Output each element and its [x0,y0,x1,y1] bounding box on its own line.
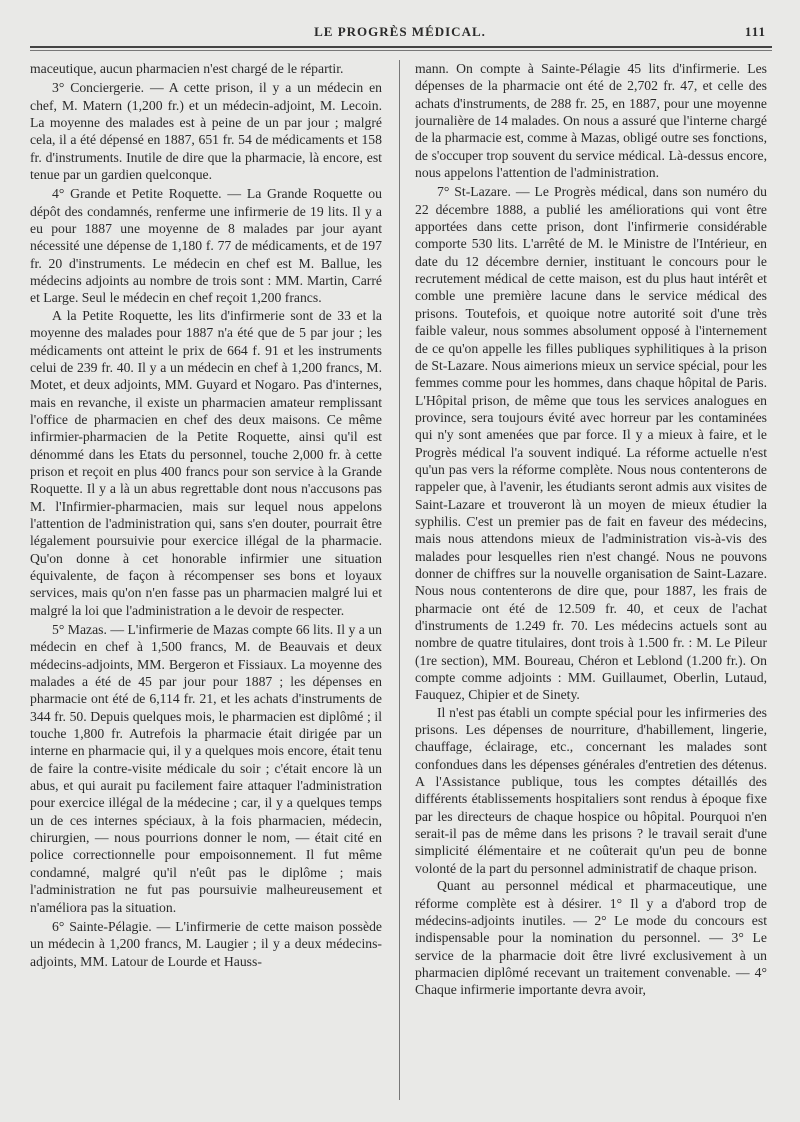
paragraph-conciergerie: 3° Conciergerie. — A cette prison, il y a un médecin en chef, M. Matern (1,200 fr.) et un médecin-adjoint, M. Lecoin. La moyenne des malades est à peine de un par jour ; malgré cela, il a été dépensé en 1887, 651 fr. 54 de médicaments et 158 fr. d'instruments. Inutile de dire que la pharmacie, là encore, est tenue par un gardien quelconque. [30,80,382,183]
right-column [415,60,767,1100]
paragraph-petite-roquette: A la Petite Roquette, les lits d'infirmerie sont de 33 et la moyenne des malades pour 1887 n'a été que de 5 par jour ; les médicaments ont atteint le prix de 664 f. 91 et les instruments celui de 239 fr. 40. Il y a un médecin en chef à 1,200 francs, M. Motet, et deux adjoints, MM. Guyard et Nogaro. Pas d'internes, mais en revanche, il existe un pharmacien amateur remplissant l'office de pharmacien en chef des deux maisons. Ce même infirmier-pharmacien de la Petite Roquette, ainsi qu'il est dénommé dans les Etats du personnel, touche 2,000 fr. à cette prison et reçoit en plus 400 francs pour son service à la Grande Roquette. Il y a là un abus regrettable dont nous n'accusons pas M. l'Infirmier-pharmacien, mais sur lequel nous appelons l'attention de l'administration qui, sans s'en douter, pourrait être légalement poursuivie pour exercice illégal de la pharmacie. Qu'on donne à cet honorable infirmier une situation équivalente, de façon à récompenser ses bons et loyaux services, mais qu'on n'en fasse pas un pharmacien malgré lui et malgré la loi que l'administration a le devoir de respecter. [30,307,382,618]
journal-title: LE PROGRÈS MÉDICAL. [314,24,486,39]
paragraph-continuation: maceutique, aucun pharmacien n'est chargé de le répartir. [30,61,344,76]
paragraph-st-lazare: 7° St-Lazare. — Le Progrès médical, dans son numéro du 22 décembre 1888, a publié les améliorations qui vont être apportées dans cette prison, dont l'infirmerie considérable comporte 530 lits. L'arrêté de M. le Ministre de l'Intérieur, en date du 12 décembre dernier, instituant le concours pour le recrutement médical de cette maison, est du plus haut intérêt et comble une première lacune dans le service médical des prisons. Toutefois, et quoique notre autorité soit d'une très faible valeur, nous sommes absolument opposé à l'internement de ce qu'on appelle les filles publiques syphilitiques à la prison de St-Lazare. Nous aimerions mieux un service spécial, pour les femmes comme pour les hommes, dans chaque hôpital de Paris. L'Hôpital prison, de même que tous les services analogues en province, sera toujours évité avec horreur par les contaminées qui n'y sont amenées que par force. Il y a mieux à faire, et le Progrès médical l'a souvent indiqué. La réforme actuelle n'est qu'un pas vers la réforme complète. Nous nous contenterons de rappeler que, à l'avenir, les étudiants seront admis aux visites de Saint-Lazare et trouveront là un moyen de mieux étudier la syphilis. C'est un premier pas de fait en faveur des médecins, mais nous attendons mieux de l'administration vis-à-vis des malades pour lesquelles rien n'est changé. Nous ne pouvons donner de chiffres sur la nouvelle organisation de Saint-Lazare. Nous nous contenterons de dire que, pour 1887, les frais de pharmacie ont été de 12.509 fr. 40, et ceux de l'achat d'instruments de 1.249 fr. 70. Les médecins actuels sont au nombre de quatre titulaires, dont trois à 1.500 fr. : M. Le Pileur (1re section), MM. Boureau, Chéron et Leblond (1.200 fr.). On compte comme adjoints : MM. Guillaumet, Oberlin, Lutaud, Fauquez, Chipier et de Sinety. [415,184,767,703]
page-number: 111 [744,24,766,39]
paragraph-sainte-pelagie-cont: mann. On compte à Sainte-Pélagie 45 lits d'infirmerie. Les dépenses de la pharmacie ont été de 2,702 fr. 47, et celle des achats d'instruments, de 288 fr. 25, en 1887, pour une moyenne journalière de 14 malades. On nous a assuré que l'interne chargé de la pharmacie est, comme à Mazas, obligé outre ses fonctions, de s'occuper trop souvent du service médical. Là-dessus encore, nous appelons l'attention de l'administration. [415,61,767,181]
paragraph-mazas: 5° Mazas. — L'infirmerie de Mazas compte 66 lits. Il y a un médecin en chef à 1,500 francs, M. de Beauvais et deux médecins-adjoints, MM. Bergeron et Fissiaux. La moyenne des malades a été de 45 par jour pour 1887 ; les dépenses en pharmacie ont été de 6,114 fr. 21, et les achats d'instruments de 344 fr. 50. Depuis quelques mois, le pharmacien est diplômé ; il touche 1,800 fr. Autrefois la pharmacie était dirigée par un interne en pharmacie qui, il y a quelques mois encore, était tenu de faire la contre-visite médicale du soir ; c'était encore là un abus, et qui aurait pu facilement faire attaquer l'administration pour exercice illégal de la médecine ; car, il y a quelques temps un de ces internes spéciaux, à la fois pharmacien, médecin, chirurgien, — nous pourrions donner le nom, — était cité en police correctionnelle pour empoisonnement. Il fut même condamné, malgré qu'il n'eût pas le diplôme ; mais l'administration ne fut pas poursuivie malheureusement et n'améliora pas la situation. [30,622,382,915]
column-divider [399,60,400,1100]
header-rule-thin [30,50,772,51]
header-rule [30,46,772,48]
paragraph-sainte-pelagie: 6° Sainte-Pélagie. — L'infirmerie de cette maison possède un médecin à 1,200 francs, M. Laugier ; il y a deux médecins-adjoints, MM. Latour de Lourde et Hauss- [30,918,382,969]
left-column [30,60,382,1100]
running-header [28,24,772,44]
paragraph-reforme: Quant au personnel médical et pharmaceutique, une réforme complète est à désirer. 1° Il y a d'abord trop de médecins-adjoints inutiles. — 2° Le mode du concours est indispensable pour la nomination du personnel. — 3° Le service de la pharmacie doit être livré exclusivement à un pharmacien diplômé recevant un traitement convenable. — 4° Chaque infirmerie importante devra avoir, [415,878,767,998]
paragraph-roquette: 4° Grande et Petite Roquette. — La Grande Roquette ou dépôt des condamnés, renferme une infirmerie de 19 lits. Il y a eu pour 1887 une moyenne de 8 malades par jour ayant nécessité une dépense de 1,180 f. 77 de médicaments, et de 197 fr. 20 d'instruments. Le médecin en chef est M. Ballue, les médecins adjoints au nombre de trois sont : MM. Martin, Carré et Large. Seul le médecin en chef reçoit 1,200 francs. [30,186,382,306]
paragraph-comptes: Il n'est pas établi un compte spécial pour les infirmeries des prisons. Les dépenses de nourriture, d'habillement, lingerie, chauffage, éclairage, etc., concernant les malades sont confondues dans les dépenses générales d'entretien des détenus. A l'Assistance publique, tous les comptes détaillés des différents établissements hospitaliers sont rendus à époque fixe par les directeurs de chaque hospice ou hôpital. Pourquoi n'en serait-il pas de même dans les prisons ? le travail serait d'une simplicité élémentaire et ne coûterait qu'un peu de bonne volonté de la part du personnel administratif de chaque prison. [415,704,767,876]
